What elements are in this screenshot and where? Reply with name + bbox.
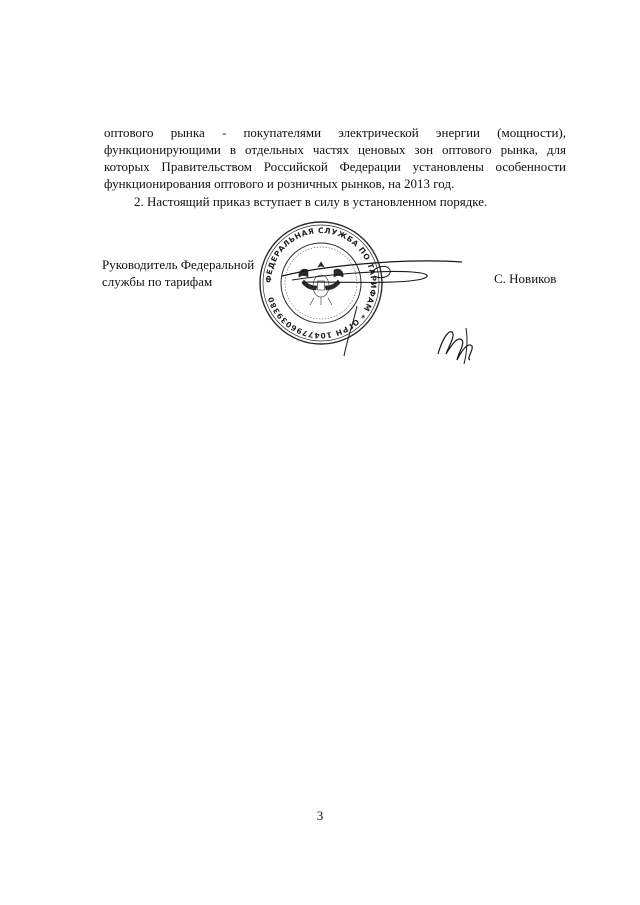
signer-position-line-2: службы по тарифам	[102, 274, 213, 289]
handwritten-signature	[262, 236, 502, 376]
svg-text:ФЕДЕРАЛЬНАЯ СЛУЖБА ПО ТАРИФАМ: ФЕДЕРАЛЬНАЯ СЛУЖБА ПО ТАРИФАМ * ОГРН 1047796039380	[263, 225, 379, 341]
signer-name: С. Новиков	[494, 271, 557, 286]
signer-position	[102, 256, 272, 290]
page-number: 3	[316, 808, 324, 823]
body-text	[104, 124, 566, 210]
paragraph-1-line-2: функционирующими в отдельных частях ценовых зон оптового рынка, для	[104, 142, 566, 157]
paragraph-2: 2. Настоящий приказ вступает в силу в установленном порядке.	[134, 194, 488, 209]
paragraph-1-line-4: функционирования оптового и розничных рынков, на 2013 год.	[104, 176, 455, 191]
paragraph-1-line-1: оптового рынка - покупателями электрической энергии (мощности),	[104, 125, 566, 140]
paragraph-1-line-3: которых Правительством Российской Федерации установлены особенности	[104, 159, 566, 174]
signer-position-line-1: Руководитель Федеральной	[102, 257, 255, 272]
